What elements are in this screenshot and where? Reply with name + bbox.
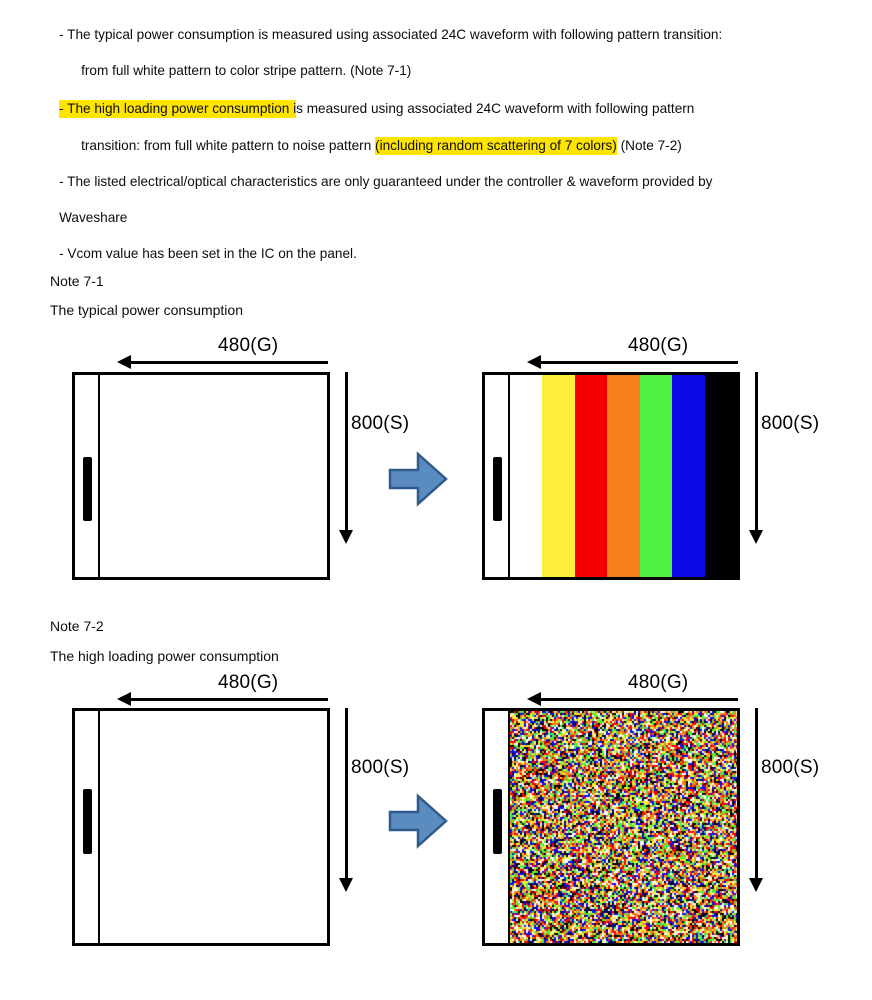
width-arrow-head-left-icon xyxy=(117,355,131,369)
noise-pattern-canvas xyxy=(510,711,737,943)
transition-right-arrow-icon xyxy=(388,448,450,510)
transition-right-arrow-icon xyxy=(388,790,450,852)
width-arrow-shaft xyxy=(130,361,328,364)
panel-active-area-white xyxy=(100,375,327,577)
note-7-1-heading: Note 7-1 xyxy=(50,273,104,289)
note-line xyxy=(44,161,872,202)
width-arrow-head-left-icon xyxy=(117,692,131,706)
note-text: - Vcom value has been set in the IC on the panel. xyxy=(59,245,357,261)
width-arrow-shaft xyxy=(540,698,738,701)
note-text: from full white pattern to color stripe pattern. (Note 7-1) xyxy=(81,62,412,78)
color-stripe-blue xyxy=(672,375,705,577)
note-text: - The listed electrical/optical characteristics are only guaranteed under the controller & waveform provided by xyxy=(59,173,713,189)
width-arrow-shaft xyxy=(130,698,328,701)
intro-notes-block xyxy=(0,0,872,261)
note-text: s measured using associated 24C waveform with following pattern xyxy=(296,100,695,116)
highlighted-text: - The high loading power consumption i xyxy=(59,100,297,116)
display-panel-after-noise xyxy=(482,708,740,946)
height-label: 800(S) xyxy=(351,413,410,434)
panel-active-area-stripes xyxy=(510,375,737,577)
panel-connector-tab xyxy=(83,457,92,521)
height-arrow-shaft xyxy=(345,372,348,532)
height-label: 800(S) xyxy=(761,757,820,778)
note-line xyxy=(44,233,872,274)
panel-connector-tab xyxy=(83,789,92,854)
height-label: 800(S) xyxy=(761,413,820,434)
note-line-highlighted xyxy=(44,88,872,129)
width-label: 480(G) xyxy=(218,335,279,356)
display-panel-after-stripes xyxy=(482,372,740,580)
note-line xyxy=(66,50,872,91)
color-stripe-orange xyxy=(607,375,640,577)
height-arrow-head-down-icon xyxy=(339,530,353,544)
panel-connector-tab xyxy=(493,457,502,521)
height-arrow-shaft xyxy=(755,708,758,880)
color-stripe-white xyxy=(510,375,543,577)
note-7-1-subheading: The typical power consumption xyxy=(50,302,243,318)
width-label: 480(G) xyxy=(628,672,689,693)
color-stripe-black xyxy=(705,375,737,577)
note-text: - The typical power consumption is measured using associated 24C waveform with following pattern transition: xyxy=(59,26,723,42)
height-arrow-head-down-icon xyxy=(339,878,353,892)
width-arrow-head-left-icon xyxy=(527,692,541,706)
note-line-highlighted xyxy=(66,125,872,166)
panel-active-area-white xyxy=(100,711,327,943)
note-7-2-subheading: The high loading power consumption xyxy=(50,648,279,664)
width-label: 480(G) xyxy=(218,672,279,693)
width-arrow-head-left-icon xyxy=(527,355,541,369)
width-arrow-shaft xyxy=(540,361,738,364)
panel-connector-tab xyxy=(493,789,502,854)
height-arrow-head-down-icon xyxy=(749,530,763,544)
note-text: (Note 7-2) xyxy=(616,137,682,153)
color-stripe-red xyxy=(575,375,608,577)
note-text: transition: from full white pattern to noise pattern xyxy=(81,137,376,153)
height-label: 800(S) xyxy=(351,757,410,778)
color-stripe-yellow xyxy=(542,375,575,577)
display-panel-before xyxy=(72,708,330,946)
height-arrow-head-down-icon xyxy=(749,878,763,892)
highlighted-text: (including random scattering of 7 colors) xyxy=(375,137,617,153)
panel-active-area-noise xyxy=(510,711,737,943)
display-panel-before xyxy=(72,372,330,580)
width-label: 480(G) xyxy=(628,335,689,356)
color-stripe-green xyxy=(640,375,673,577)
note-line xyxy=(44,14,872,55)
note-7-2-heading: Note 7-2 xyxy=(50,618,104,634)
height-arrow-shaft xyxy=(345,708,348,880)
height-arrow-shaft xyxy=(755,372,758,532)
note-text: Waveshare xyxy=(59,209,128,225)
note-line xyxy=(44,197,872,238)
